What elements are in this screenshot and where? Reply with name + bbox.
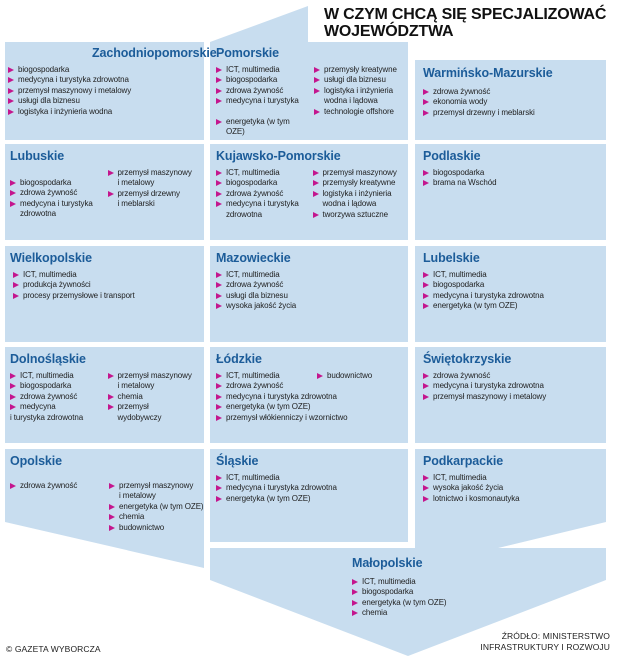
region-items-col2 bbox=[103, 473, 202, 533]
region-opolskie bbox=[10, 454, 202, 533]
region-items bbox=[216, 473, 403, 504]
list-item: ICT, multimedia bbox=[423, 270, 601, 280]
region-name: Lubelskie bbox=[423, 251, 480, 265]
list-item: ICT, multimedia bbox=[216, 65, 308, 75]
list-item: wysoka jakość życia bbox=[423, 483, 603, 493]
region-items-col2 bbox=[102, 168, 200, 220]
list-item: chemia bbox=[109, 512, 202, 522]
region-items bbox=[10, 270, 199, 301]
title-line-2: WOJEWÓDZTWA bbox=[324, 23, 454, 40]
region-name: Łódzkie bbox=[216, 352, 262, 366]
list-item: budownictwo bbox=[109, 523, 202, 533]
region-name: Dolnośląskie bbox=[10, 352, 86, 366]
list-item: medycyna i turystyka zdrowotna bbox=[216, 199, 307, 220]
page-title bbox=[324, 6, 606, 40]
region-name: Śląskie bbox=[216, 454, 259, 468]
region-items bbox=[423, 371, 601, 402]
region-name: Podlaskie bbox=[423, 149, 481, 163]
list-item: chemia bbox=[108, 392, 200, 402]
list-item: medycyna i turystyka zdrowotna bbox=[423, 291, 601, 301]
list-item: medycyna i turystyka zdrowotna bbox=[10, 199, 102, 220]
list-item: brama na Wschód bbox=[423, 178, 601, 188]
list-item: logistyka i inżynieria wodna i lądowa bbox=[313, 189, 404, 210]
list-item: zdrowa żywność bbox=[423, 371, 601, 381]
region-name: Opolskie bbox=[10, 454, 62, 468]
list-item: zdrowa żywność bbox=[10, 392, 102, 402]
list-item: biogospodarka bbox=[423, 168, 601, 178]
region-items bbox=[8, 65, 202, 117]
title-line-1: W CZYM CHCĄ SIĘ SPECJALIZOWAĆ bbox=[324, 6, 607, 23]
list-item: ICT, multimedia bbox=[10, 371, 102, 381]
list-item: przemysł maszynowy bbox=[313, 168, 404, 178]
list-item: energetyka (w tym OZE) bbox=[352, 598, 492, 608]
region-name: Wielkopolskie bbox=[10, 251, 92, 265]
region-lodzkie bbox=[210, 347, 408, 443]
list-item: zdrowa żywność bbox=[216, 280, 403, 290]
region-items-col2 bbox=[308, 65, 406, 137]
region-name: Kujawsko-Pomorskie bbox=[216, 149, 341, 163]
region-kujawsko-pomorskie bbox=[210, 144, 408, 240]
list-item: zdrowa żywność bbox=[10, 188, 102, 198]
list-item: produkcja żywności bbox=[13, 280, 199, 290]
region-columns bbox=[10, 168, 199, 220]
list-item: biogospodarka bbox=[423, 280, 601, 290]
source-note bbox=[480, 631, 610, 653]
region-items-col2 bbox=[102, 371, 200, 423]
region-wielkopolskie bbox=[5, 246, 204, 342]
copyright: © GAZETA WYBORCZA bbox=[6, 644, 101, 654]
region-dolnoslaskie bbox=[5, 347, 204, 443]
region-name: Pomorskie bbox=[216, 46, 280, 60]
list-item: technologie offshore bbox=[314, 107, 406, 117]
region-items bbox=[423, 270, 601, 312]
list-item: ICT, multimedia bbox=[216, 270, 403, 280]
list-item: biogospodarka bbox=[10, 381, 102, 391]
list-item: biogospodarka bbox=[8, 65, 202, 75]
list-item: przemysły kreatywne bbox=[313, 178, 404, 188]
list-item: przemysł maszynowy i metalowy bbox=[423, 392, 601, 402]
list-item: zdrowa żywność bbox=[423, 87, 603, 97]
list-item: zdrowa żywność bbox=[216, 381, 311, 391]
region-columns bbox=[216, 168, 403, 220]
list-item: energetyka (w tym OZE) bbox=[216, 402, 311, 412]
list-item: ICT, multimedia bbox=[423, 473, 603, 483]
list-item: usługi dla biznesu bbox=[8, 96, 202, 106]
list-item: biogospodarka bbox=[216, 178, 307, 188]
list-item: zdrowa żywność bbox=[216, 189, 307, 199]
list-item: zdrowa żywność bbox=[10, 481, 103, 491]
list-item: medycyna i turystyka zdrowotna bbox=[10, 402, 102, 423]
list-item: energetyka (w tym OZE) bbox=[423, 301, 601, 311]
region-name: Świętokrzyskie bbox=[423, 352, 512, 366]
region-columns bbox=[10, 473, 202, 533]
list-item: tworzywa sztuczne bbox=[313, 210, 404, 220]
list-item: budownictwo bbox=[317, 371, 403, 381]
region-columns bbox=[216, 371, 403, 423]
list-item: usługi dla biznesu bbox=[314, 75, 406, 85]
list-item: biogospodarka bbox=[352, 587, 492, 597]
region-items bbox=[423, 473, 603, 504]
region-lubuskie bbox=[5, 144, 204, 240]
region-items-col1 bbox=[10, 168, 102, 220]
region-items bbox=[216, 270, 403, 312]
list-item: energetyka (w tym OZE) bbox=[216, 117, 308, 138]
region-items-col2 bbox=[307, 168, 404, 220]
list-item: medycyna i turystyka zdrowotna bbox=[216, 483, 403, 493]
region-name: Małopolskie bbox=[352, 556, 423, 570]
region-columns bbox=[10, 371, 199, 423]
region-items bbox=[423, 168, 601, 189]
region-slaskie bbox=[210, 449, 408, 542]
list-item: medycyna i turystyka zdrowotna bbox=[216, 392, 311, 402]
list-item: logistyka i inżynieria wodna bbox=[8, 107, 202, 117]
list-item: ICT, multimedia bbox=[352, 577, 492, 587]
region-podlaskie bbox=[415, 144, 606, 240]
list-item: biogospodarka bbox=[216, 75, 308, 85]
list-item: ICT, multimedia bbox=[13, 270, 199, 280]
list-item: przemysł włókienniczy i wzornictwo bbox=[216, 413, 311, 423]
region-name: Warmińsko-Mazurskie bbox=[423, 66, 553, 80]
list-item: ICT, multimedia bbox=[216, 473, 403, 483]
list-item: ekonomia wody bbox=[423, 97, 603, 107]
list-item: ICT, multimedia bbox=[216, 371, 311, 381]
list-item: lotnictwo i kosmonautyka bbox=[423, 494, 603, 504]
list-item: medycyna i turystyka zdrowotna bbox=[8, 75, 202, 85]
region-name: Zachodniopomorskie bbox=[92, 46, 217, 60]
list-item: logistyka i inżynieria wodna i lądowa bbox=[314, 86, 406, 107]
list-item: przemysł maszynowy i metalowy bbox=[109, 481, 202, 502]
list-item: przemysły kreatywne bbox=[314, 65, 406, 75]
region-items-col1 bbox=[216, 168, 307, 220]
region-items bbox=[423, 87, 603, 118]
list-item: biogospodarka bbox=[10, 178, 102, 188]
source-line-1: ŹRÓDŁO: MINISTERSTWO bbox=[501, 631, 610, 641]
region-warminsko-mazurskie bbox=[423, 66, 603, 118]
region-items-col1 bbox=[216, 65, 308, 137]
region-podkarpackie bbox=[423, 454, 603, 504]
list-item: usługi dla biznesu bbox=[216, 291, 403, 301]
region-lubelskie bbox=[415, 246, 606, 342]
region-swietokrzyskie bbox=[415, 347, 606, 443]
list-item: procesy przemysłowe i transport bbox=[13, 291, 199, 301]
region-zachodniopomorskie bbox=[8, 46, 217, 117]
region-malopolskie bbox=[352, 556, 492, 619]
list-item: ICT, multimedia bbox=[216, 168, 307, 178]
list-item: przemysł maszynowy i metalowy bbox=[108, 371, 200, 392]
list-item: medycyna i turystyka bbox=[216, 96, 308, 116]
region-pomorskie bbox=[216, 46, 406, 137]
region-items-col1 bbox=[216, 371, 348, 423]
list-item: wysoka jakość życia bbox=[216, 301, 403, 311]
region-name: Lubuskie bbox=[10, 149, 65, 163]
list-item: przemysł maszynowy i metalowy bbox=[8, 86, 202, 96]
list-item: energetyka (w tym OZE) bbox=[109, 502, 202, 512]
list-item: chemia bbox=[352, 608, 492, 618]
region-items-col1 bbox=[10, 473, 103, 533]
list-item: energetyka (w tym OZE) bbox=[216, 494, 403, 504]
list-item: przemysł drzewny i meblarski bbox=[423, 108, 603, 118]
list-item: medycyna i turystyka zdrowotna bbox=[423, 381, 601, 391]
region-name: Podkarpackie bbox=[423, 454, 504, 468]
region-name: Mazowieckie bbox=[216, 251, 291, 265]
region-items bbox=[352, 577, 492, 619]
region-columns bbox=[216, 65, 406, 137]
list-item: przemysł wydobywczy bbox=[108, 402, 200, 423]
source-line-2: INFRASTRUKTURY I ROZWOJU bbox=[480, 642, 610, 652]
region-items-col1 bbox=[10, 371, 102, 423]
list-item: przemysł maszynowy i metalowy bbox=[108, 168, 200, 189]
list-item: zdrowa żywność bbox=[216, 86, 308, 96]
list-item: przemysł drzewny i meblarski bbox=[108, 189, 200, 210]
region-mazowieckie bbox=[210, 246, 408, 342]
